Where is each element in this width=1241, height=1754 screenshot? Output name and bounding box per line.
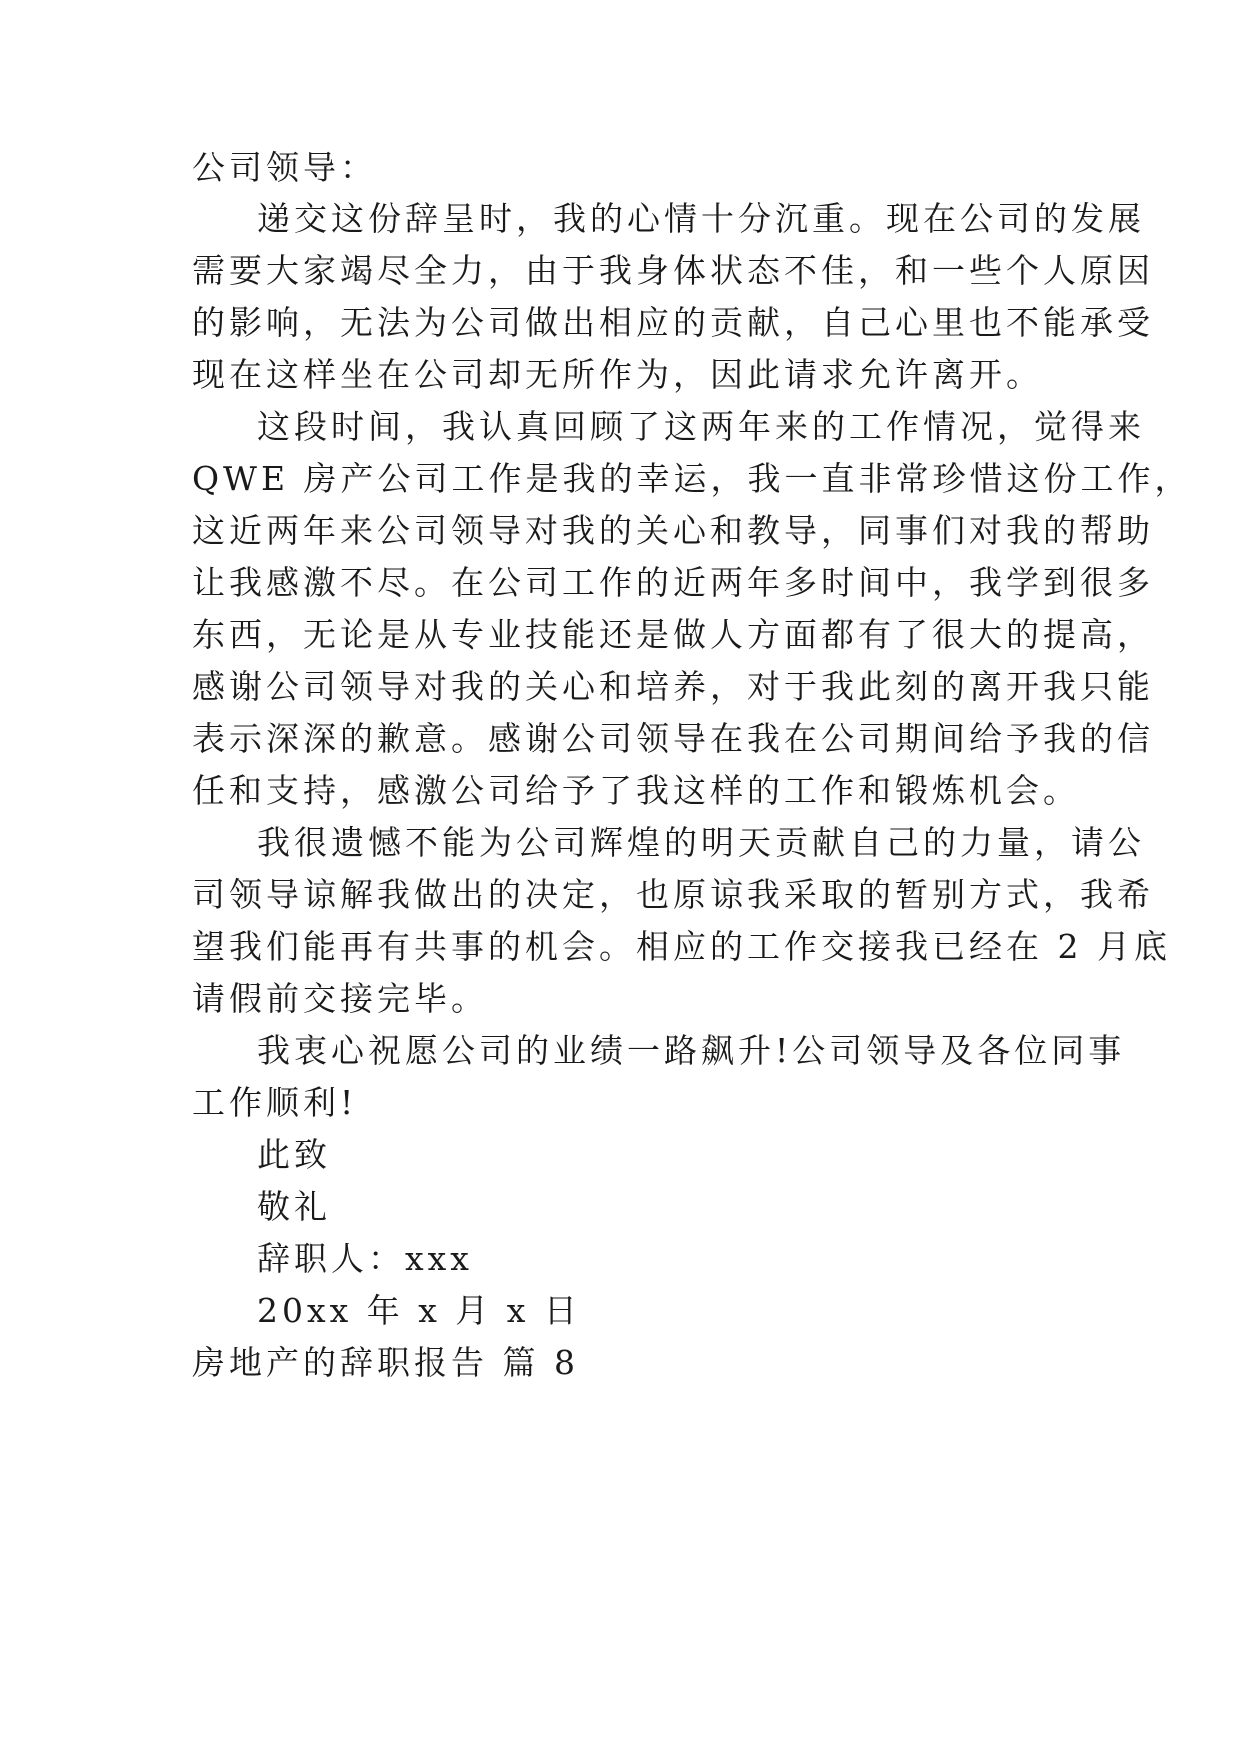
paragraph-2-line-1: 这段时间，我认真回顾了这两年来的工作情况，觉得来 — [257, 407, 1145, 446]
paragraph-2-line-2: QWE 房产公司工作是我的幸运，我一直非常珍惜这份工作， — [192, 459, 1192, 498]
next-section-heading: 房地产的辞职报告 篇 8 — [192, 1343, 579, 1382]
date: 20xx 年 x 月 x 日 — [257, 1291, 581, 1330]
paragraph-3-line-3: 望我们能再有共事的机会。相应的工作交接我已经在 2 月底 — [192, 927, 1171, 966]
paragraph-4-line-1: 我衷心祝愿公司的业绩一路飙升!公司领导及各位同事 — [257, 1031, 1126, 1070]
paragraph-2-line-6: 感谢公司领导对我的关心和培养，对于我此刻的离开我只能 — [192, 667, 1154, 706]
paragraph-3-line-1: 我很遗憾不能为公司辉煌的明天贡献自己的力量，请公 — [257, 823, 1145, 862]
paragraph-2-line-4: 让我感激不尽。在公司工作的近两年多时间中，我学到很多 — [192, 563, 1154, 602]
closing-2: 敬礼 — [257, 1187, 331, 1226]
paragraph-2-line-5: 东西，无论是从专业技能还是做人方面都有了很大的提高， — [192, 615, 1154, 654]
signature: 辞职人：xxx — [257, 1239, 473, 1278]
paragraph-3-line-2: 司领导谅解我做出的决定，也原谅我采取的暂别方式，我希 — [192, 875, 1154, 914]
paragraph-2-line-8: 任和支持，感激公司给予了我这样的工作和锻炼机会。 — [192, 771, 1080, 810]
paragraph-2-line-7: 表示深深的歉意。感谢公司领导在我在公司期间给予我的信 — [192, 719, 1154, 758]
paragraph-2-line-3: 这近两年来公司领导对我的关心和教导，同事们对我的帮助 — [192, 511, 1154, 550]
paragraph-1-line-1: 递交这份辞呈时，我的心情十分沉重。现在公司的发展 — [257, 199, 1145, 238]
paragraph-1-line-2: 需要大家竭尽全力，由于我身体状态不佳，和一些个人原因 — [192, 251, 1154, 290]
paragraph-4-line-2: 工作顺利! — [192, 1083, 358, 1122]
salutation: 公司领导： — [192, 148, 377, 187]
closing-1: 此致 — [257, 1135, 331, 1174]
paragraph-1-line-4: 现在这样坐在公司却无所作为，因此请求允许离开。 — [192, 355, 1043, 394]
paragraph-1-line-3: 的影响，无法为公司做出相应的贡献，自己心里也不能承受 — [192, 303, 1154, 342]
paragraph-3-line-4: 请假前交接完毕。 — [192, 979, 488, 1018]
